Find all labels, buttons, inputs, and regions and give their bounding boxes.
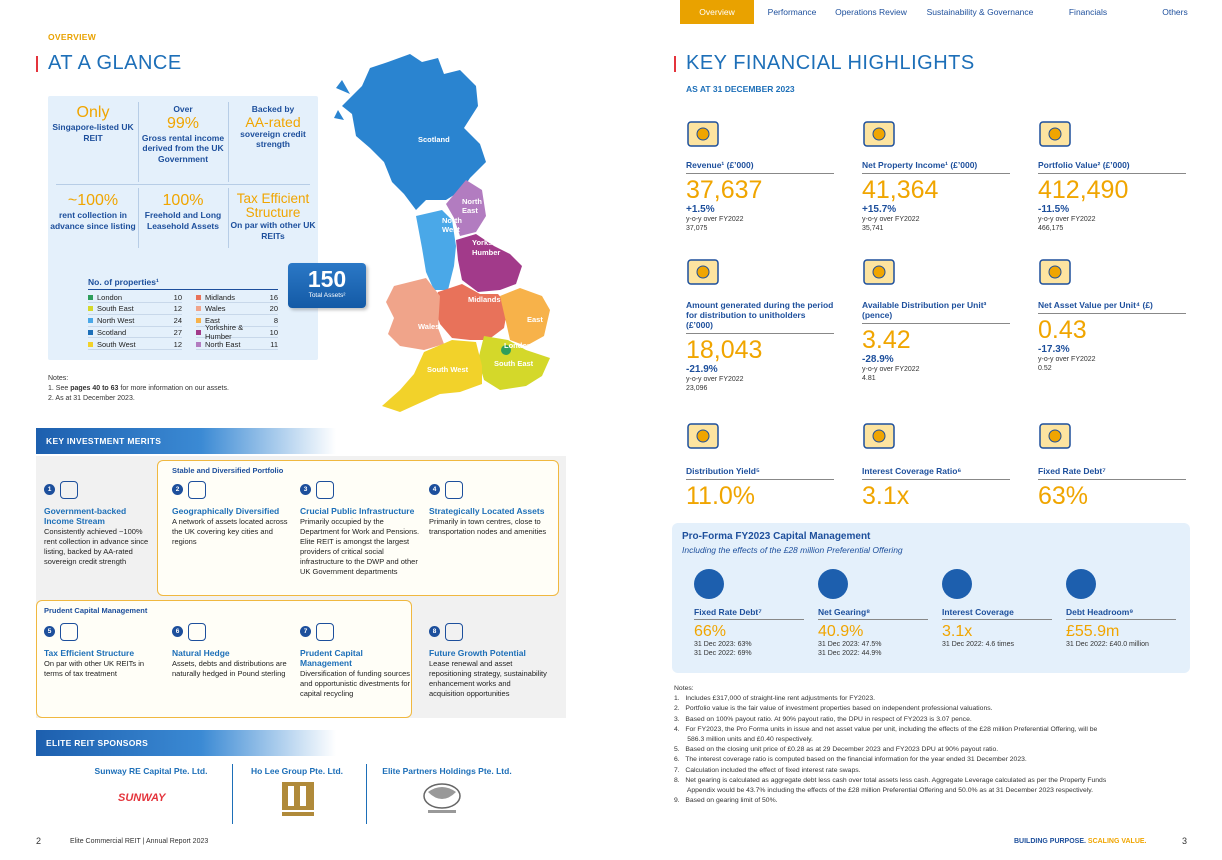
kpi-value: 37,637 [686, 176, 763, 204]
map-label-midlands: Midlands [468, 295, 501, 304]
region-count: 10 [173, 292, 182, 302]
financial-highlights-title: KEY FINANCIAL HIGHLIGHTS [686, 52, 975, 74]
left-notes: Notes: 1. See pages 40 to 63 for more information on our assets. 2. As at 31 December 2023. [48, 375, 229, 402]
merit-number: 7 [300, 626, 311, 637]
kpi-value: 3.42 [862, 326, 911, 354]
note-line: 5. Based on the closing unit price of £0.28 as at 29 December 2023 and FY2023 DPU at 90% payout ratio. [674, 746, 999, 754]
proforma-title: Pro-Forma FY2023 Capital Management [682, 531, 871, 542]
section-label: OVERVIEW [48, 32, 97, 42]
property-row [88, 327, 182, 338]
region-count: 16 [269, 292, 278, 302]
kpi-prior: 23,096 [686, 384, 708, 392]
region-name: North East [205, 339, 241, 349]
merit-item: Natural Hedge Assets, debts and distributions are naturally hedged in Pound sterling [172, 648, 287, 678]
page-title: AT A GLANCE [48, 52, 182, 74]
kpi-label: Amount generated during the period for distribution to unitholders (£’000) [686, 300, 834, 334]
kpi-sub: y-o-y over FY2022 [1038, 356, 1096, 363]
kpi-card [1038, 466, 1186, 510]
kpi-card [862, 300, 1010, 383]
map-label-scotland: Scotland [418, 135, 450, 144]
kpi-value: 63% [1038, 482, 1089, 510]
proforma-icon [942, 569, 972, 599]
coin-plant-icon [862, 256, 898, 288]
note-line: 2. Portfolio value is the fair value of investment properties based on independent professional valuations. [674, 705, 993, 713]
proforma-item: Interest Coverage 3.1x 31 Dec 2022: 4.6 times [942, 607, 1052, 650]
merit-number: 5 [44, 626, 55, 637]
region-count: 27 [173, 327, 182, 337]
glance-only: Only Singapore-listed UK REIT [52, 104, 134, 143]
region-swatch [88, 318, 93, 323]
kpi-prior: 37,075 [686, 224, 708, 232]
kpi-sub: y-o-y over FY2022 [686, 216, 744, 223]
kpi-value: 41,364 [862, 176, 939, 204]
tab-operations-review[interactable]: Operations Review [835, 7, 907, 17]
sponsor-ho-lee: Ho Lee Group Pte. Ltd. [250, 766, 344, 776]
property-row [196, 339, 278, 350]
region-name: Yorkshire & Humber [205, 323, 244, 342]
region-swatch [88, 295, 93, 300]
proforma-item: Fixed Rate Debt⁷ 66% 31 Dec 2023: 63% 31 Dec 2022: 69% [694, 607, 804, 658]
kpi-value: 18,043 [686, 336, 763, 364]
financial-highlights-subtitle: AS AT 31 DECEMBER 2023 [686, 84, 795, 94]
merit-icon [316, 623, 334, 641]
glance-99: Over 99% Gross rental income derived from the UK Government [141, 104, 225, 164]
stable-portfolio-label: Stable and Diversified Portfolio [172, 466, 284, 475]
region-count: 24 [173, 316, 182, 326]
coins-growth-icon [686, 256, 722, 288]
merit-item: Geographically Diversified A network of assets located across the UK covering key cities and regions [172, 506, 288, 546]
proforma-icon [818, 569, 848, 599]
sponsor-sunway: Sunway RE Capital Pte. Ltd. [94, 766, 208, 776]
region-swatch [196, 306, 201, 311]
kpi-label: Available Distribution per Unit³ (pence) [862, 300, 1010, 324]
region-name: East [205, 316, 221, 326]
properties-title: No. of properties¹ [88, 277, 159, 287]
kpi-change: -17.3% [1038, 344, 1070, 355]
kpi-change: -21.9% [686, 364, 718, 375]
card-coins-icon [1038, 256, 1074, 288]
kpi-label: Fixed Rate Debt⁷ [1038, 466, 1186, 480]
merit-icon [60, 481, 78, 499]
map-label-london: London [504, 341, 532, 350]
merit-item: Strategically Located Assets Primarily in town centres, close to transportation nodes and amenities [429, 506, 547, 536]
sunway-logo: SUNWAY [118, 792, 166, 804]
property-row [196, 292, 278, 303]
right-page-number: 3 [1182, 836, 1188, 846]
region-swatch [196, 318, 201, 323]
kpi-card [1038, 300, 1186, 373]
kpi-prior: 35,741 [862, 224, 884, 232]
note-line: 586.3 million units and £0.40 respectively. [674, 736, 813, 744]
merit-item: Government-backed Income Stream Consistently achieved ~100% rent collection in advance since listing, backed by AA-rated sovereign credit strength [44, 506, 149, 566]
note-line: 4. For FY2023, the Pro Forma units in issue and net asset value per unit, including the effects of the £28 million Preferential Offering, will be [674, 725, 1098, 733]
kpi-change: +1.5% [686, 204, 715, 215]
kpi-label: Net Asset Value per Unit⁴ (£) [1038, 300, 1186, 314]
note-line: 3. Based on 100% payout ratio. At 90% payout ratio, the DPU in respect of FY2023 is 3.07 pence. [674, 715, 972, 723]
note-line: 6. The interest coverage ratio is computed based on the financial information for the year ended 31 December 2023. [674, 756, 1027, 764]
map-label-east: East [527, 315, 543, 324]
region-count: 12 [173, 304, 182, 314]
tab-sustainability-governance[interactable]: Sustainability & Governance [926, 7, 1034, 17]
kpi-prior: 466,175 [1038, 224, 1064, 232]
region-swatch [196, 342, 201, 347]
note-line: 7. Calculation included the effect of fixed interest rate swaps. [674, 766, 861, 774]
top-nav [680, 0, 1222, 24]
region-name: Wales [205, 304, 226, 314]
tab-performance[interactable]: Performance [767, 7, 817, 17]
kpi-change: +15.7% [862, 204, 897, 215]
kpi-label: Distribution Yield⁵ [686, 466, 834, 480]
note-line: 9. Based on gearing limit of 50%. [674, 797, 778, 805]
tab-overview[interactable]: Overview [680, 0, 754, 24]
kpi-label: Interest Coverage Ratio⁶ [862, 466, 1010, 480]
region-count: 10 [269, 327, 278, 337]
glance-aa-rated: Backed by AA-rated sovereign credit strength [240, 104, 306, 149]
region-name: Midlands [205, 292, 236, 302]
property-row [88, 339, 182, 350]
map-label-north-east: North East [462, 197, 482, 215]
house-search-icon [1038, 118, 1074, 150]
total-assets-badge: 150 Total Assets² [288, 263, 366, 308]
note-line: 8. Net gearing is calculated as aggregate debt less cash over total assets less cash. Aggregate Leverage calculated as per the Property Funds [674, 776, 1107, 784]
proforma-icon [1066, 569, 1096, 599]
merit-number: 4 [429, 484, 440, 495]
tab-others[interactable]: Others [1162, 7, 1188, 17]
map-label-south-east: South East [494, 359, 534, 368]
footer-slogan: BUILDING PURPOSE. SCALING VALUE. [1014, 838, 1147, 845]
proforma-panel [672, 523, 1190, 673]
prudent-capital-label: Prudent Capital Management [44, 606, 148, 615]
merit-item: Crucial Public Infrastructure Primarily occupied by the Department for Work and Pensions. Elite REIT is amongst the largest providers of critical social infrastructure to the DWP and other UK Government departments [300, 506, 420, 576]
merit-item: Future Growth Potential Lease renewal and asset repositioning strategy, sustainability enhancement works and acquisition opportunities [429, 648, 547, 698]
property-row [88, 304, 182, 315]
merit-number: 1 [44, 484, 55, 495]
region-name: London [97, 292, 123, 302]
kpi-card [686, 300, 834, 393]
property-row [196, 323, 278, 342]
kpi-card [1038, 160, 1186, 233]
merit-number: 3 [300, 484, 311, 495]
region-swatch [196, 295, 201, 300]
title-accent-bar-right [674, 56, 676, 72]
region-count: 8 [273, 316, 278, 326]
kpi-value: 3.1x [862, 482, 910, 510]
merit-icon [316, 481, 334, 499]
calculator-percent-icon [1038, 420, 1074, 452]
glance-tax-efficient: Tax Efficient Structure On par with other UK REITs [230, 191, 316, 241]
kpi-label: Portfolio Value² (£’000) [1038, 160, 1186, 174]
right-notes: Notes: 1. Includes £317,000 of straight-line rent adjustments for FY2023. 2. Portfolio value is the fair value of investment properties based on independent professional valuations. 3. Based on 100% payout ratio. At 90% payout ratio, the DPU in respect of FY2023 is 3.07 pence. 4. For FY2023, the Pro Forma units in issue and net asset value per unit, including the effects of the £28 million Preferential Offering, will be 586.3 million units and £0.40 respectively. 5. Based on the closing unit price of £0.28 as at 29 December 2023 and FY2023 DPU at 90% payout ratio. 6. The interest coverage ratio is computed based on the financial information for the year ended 31 December 2023. 7. Calculation included the effect of fixed interest rate swaps. 8. Net gearing is calculated as aggregate debt less cash over total assets less cash. Aggregate Leverage calculated as per the Property Funds Appendix would be 43.7% including the effects of the £28 million Preferential Offering and 50.0% as at 31 December 2023 respectively. 9. Based on gearing limit of 50%. [674, 684, 1194, 806]
title-accent-bar [36, 56, 38, 72]
proforma-item: Debt Headroom⁹ £55.9m 31 Dec 2022: £40.0 million [1066, 607, 1176, 650]
region-swatch [88, 306, 93, 311]
merit-icon [188, 481, 206, 499]
proforma-icon [694, 569, 724, 599]
merit-item: Prudent Capital Management Diversification of funding sources and opportunistic divestments for capital recycling [300, 648, 411, 698]
kpi-card [862, 160, 1010, 233]
kpi-prior: 0.52 [1038, 364, 1052, 372]
merit-number: 2 [172, 484, 183, 495]
kpi-value: 412,490 [1038, 176, 1129, 204]
region-count: 11 [270, 339, 278, 349]
tab-financials[interactable]: Financials [1068, 7, 1108, 17]
property-row [88, 292, 182, 303]
kpi-sub: y-o-y over FY2022 [686, 376, 744, 383]
money-bag-icon [862, 118, 898, 150]
kpi-sub: y-o-y over FY2022 [862, 216, 920, 223]
merit-icon [188, 623, 206, 641]
merit-icon [445, 481, 463, 499]
region-swatch [88, 342, 93, 347]
kpi-sub: y-o-y over FY2022 [1038, 216, 1096, 223]
money-icon [686, 118, 722, 150]
glance-rent-collection: ~100% rent collection in advance since listing [50, 192, 136, 231]
ho-lee-logo [280, 780, 316, 818]
kpi-value: 0.43 [1038, 316, 1087, 344]
region-name: South West [97, 339, 136, 349]
kpi-change: -28.9% [862, 354, 894, 365]
sponsor-elite-partners: Elite Partners Holdings Pte. Ltd. [382, 766, 512, 776]
region-name: Scotland [97, 327, 127, 337]
elite-partners-logo [418, 780, 466, 816]
kpi-value: 11.0% [686, 482, 756, 510]
merit-icon [445, 623, 463, 641]
kpi-card [862, 466, 1010, 510]
region-swatch [196, 330, 201, 335]
property-row [88, 316, 182, 327]
sponsors-header: ELITE REIT SPONSORS [36, 730, 336, 756]
region-swatch [88, 330, 93, 335]
map-label-yorkshire: Yorkshire & Humber [472, 238, 514, 257]
map-label-wales: Wales [418, 322, 440, 331]
kpi-label: Revenue¹ (£’000) [686, 160, 834, 174]
note-line: Appendix would be 43.7% including the effects of the £28 million Preferential Offering and 50.0% as at 31 December 2023 respectively. [674, 787, 1094, 795]
kpi-card [686, 160, 834, 233]
proforma-subtitle: Including the effects of the £28 million Preferential Offering [682, 545, 903, 555]
region-count: 20 [269, 304, 278, 314]
map-label-north-west: North West [442, 216, 462, 234]
merit-number: 8 [429, 626, 440, 637]
note-line: 1. Includes £317,000 of straight-line rent adjustments for FY2023. [674, 695, 876, 703]
kpi-card [686, 466, 834, 510]
percent-magnifier-icon [686, 420, 722, 452]
property-row [196, 304, 278, 315]
merit-item: Tax Efficient Structure On par with other UK REITs in terms of tax treatment [44, 648, 145, 678]
left-footer-text: Elite Commercial REIT | Annual Report 2023 [70, 838, 209, 845]
kpi-sub: y-o-y over FY2022 [862, 366, 920, 373]
kpi-change: -11.5% [1038, 204, 1070, 215]
region-name: North West [97, 316, 135, 326]
region-count: 12 [173, 339, 182, 349]
kpi-label: Net Property Income¹ (£’000) [862, 160, 1010, 174]
left-page-number: 2 [36, 836, 42, 846]
key-investment-merits-header: KEY INVESTMENT MERITS [36, 428, 336, 454]
kpi-prior: 4.81 [862, 374, 876, 382]
map-label-south-west: South West [427, 365, 469, 374]
proforma-item: Net Gearing⁸ 40.9% 31 Dec 2023: 47.5% 31 Dec 2022: 44.9% [818, 607, 928, 658]
calculator-icon [862, 420, 898, 452]
region-name: South East [97, 304, 134, 314]
glance-freehold: 100% Freehold and Long Leasehold Assets [144, 192, 222, 231]
merit-icon [60, 623, 78, 641]
merit-number: 6 [172, 626, 183, 637]
